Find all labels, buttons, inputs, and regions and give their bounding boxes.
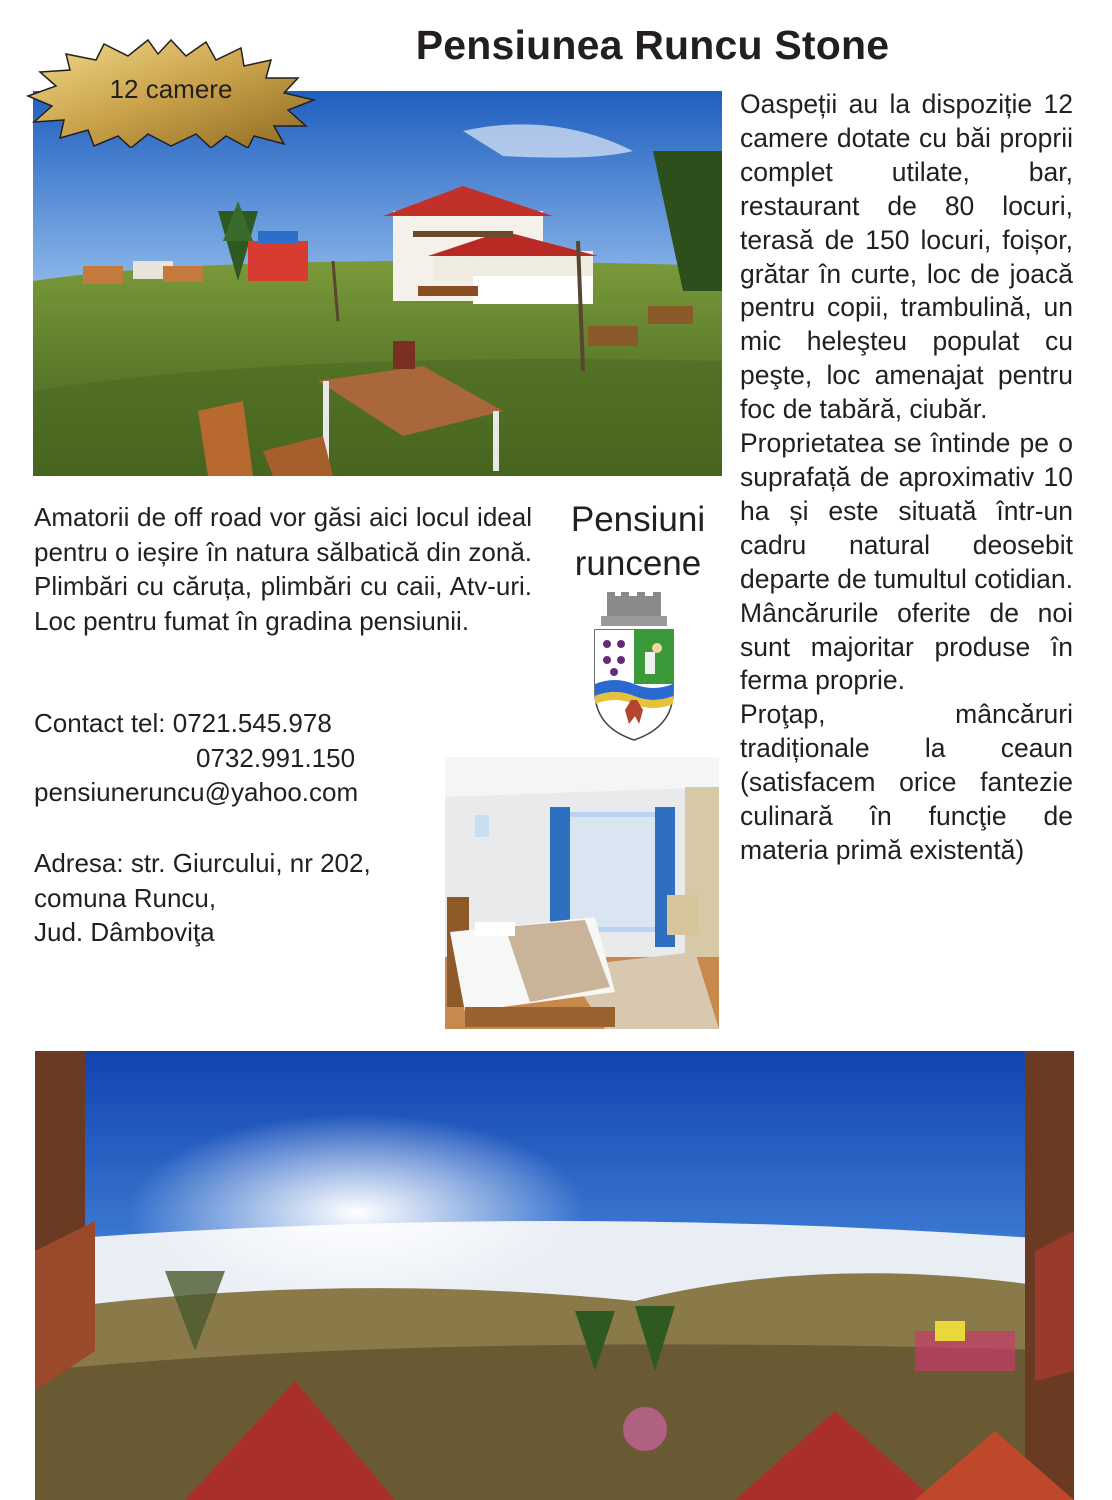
badge-label: 12 camere — [109, 74, 233, 104]
contact-phone-1: 0721.545.978 — [172, 708, 332, 738]
address-block — [34, 846, 454, 950]
description-paragraph: Proţap, mâncăruri tradiționale la ceaun (satisfacem orice fantezie culinară în funcţie de materia primă existentă) — [740, 699, 1073, 865]
bedroom-photo — [445, 757, 719, 1029]
description-right — [740, 88, 1073, 868]
contact-phone-2: 0732.991.150 — [196, 742, 356, 773]
address-line: Adresa: str. Giurcului, nr 202, — [34, 848, 371, 878]
contact-email: pensiuneruncu@yahoo.com — [34, 777, 359, 807]
side-heading-line: runcene — [574, 544, 702, 583]
address-line: comuna Runcu, — [34, 882, 217, 913]
description-paragraph: Proprietatea se întinde pe o suprafață de aproximativ 10 ha și este situată într-un cadru natural deosebit departe de tumultul cotidian. — [740, 428, 1073, 594]
contact-block — [34, 706, 454, 810]
side-heading-line: Pensiuni — [570, 500, 706, 539]
description-left — [34, 500, 532, 638]
description-left-paragraph: Amatorii de off road vor găsi aici locul ideal pentru o ieșire în natura sălbatică din zonă. Plimbări cu căruța, plimbări cu caii, Atv-uri. Loc pentru fumat în gradina pensiunii. — [34, 502, 532, 636]
contact-label: Contact tel: — [34, 708, 166, 738]
description-paragraph: Mâncărurile oferite de noi sunt majoritar produse în ferma proprie. — [740, 597, 1073, 696]
side-heading — [548, 498, 728, 586]
page-title: Pensiunea Runcu Stone — [415, 22, 890, 68]
coat-of-arms — [587, 592, 681, 742]
description-paragraph: Oaspeții au la dispoziție 12 camere dotate cu băi proprii complet utilate, bar, restaurant de 80 locuri, terasă de 150 locuri, foișor, grătar în curte, loc de joacă pentru copii, trambulină, un mic heleşteu populat cu peşte, loc amenajat pentru foc de tabără, ciubăr. — [740, 89, 1073, 425]
address-line: Jud. Dâmboviţa — [34, 917, 215, 947]
panorama-photo — [35, 1051, 1074, 1500]
garden-photo — [33, 91, 722, 476]
